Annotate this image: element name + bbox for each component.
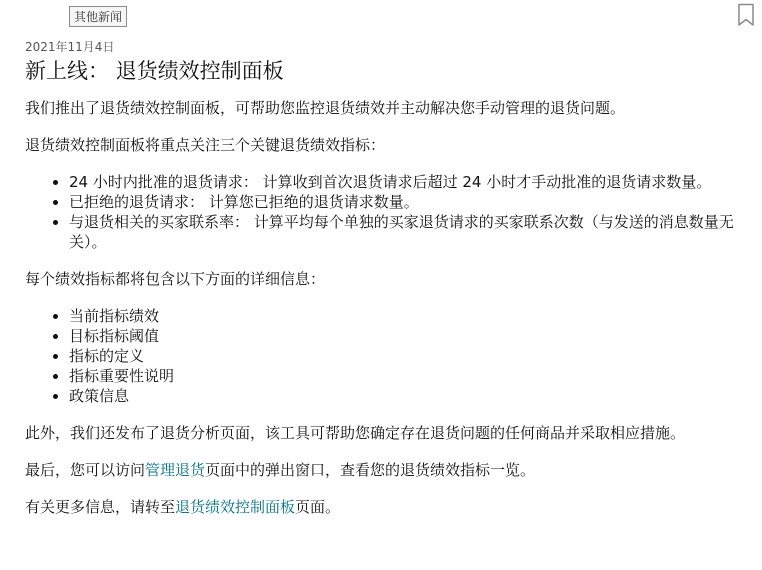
list-item: • 政策信息 [69,386,753,406]
more-info-paragraph [25,497,753,517]
details-list [25,306,753,406]
list-item: • 已拒绝的退货请求： 计算您已拒绝的退货请求数量。 [69,192,753,212]
list-item: • 目标指标阈值 [69,326,753,346]
analysis-paragraph: 此外，我们还发布了退货分析页面，该工具可帮助您确定存在退货问题的任何商品并采取相应措施。 [25,424,686,442]
article-body [25,98,753,534]
list-item: • 24 小时内批准的退货请求： 计算收到首次退货请求后超过 24 小时才手动批准的退货请求数量。 [69,172,753,192]
key-metrics-list [25,172,753,252]
list-item: • 指标重要性说明 [69,366,753,386]
more-info-prefix: 有关更多信息，请转至 [25,498,176,516]
manage-returns-paragraph [25,460,753,480]
list-item: • 指标的定义 [69,346,753,366]
focus-intro-paragraph: 退货绩效控制面板将重点关注三个关键退货绩效指标： [25,136,386,154]
list-item: • 当前指标绩效 [69,306,753,326]
bookmark-button[interactable] [737,3,755,27]
manage-returns-prefix: 最后，您可以访问 [25,461,146,479]
publish-date: 2021年11月4日 [25,40,115,54]
manage-returns-link[interactable]: 管理退货 [145,461,206,479]
bookmark-icon [737,3,755,27]
category-tag: 其他新闻 [69,6,127,27]
list-item: • 与退货相关的买家联系率： 计算平均每个单独的买家退货请求的买家联系次数（与发送的消息数量无关）。 [69,212,753,252]
page-title: 新上线： 退货绩效控制面板 [25,59,284,83]
more-info-suffix: 页面。 [295,498,341,516]
dashboard-link[interactable]: 退货绩效控制面板 [175,498,296,516]
manage-returns-suffix: 页面中的弹出窗口，查看您的退货绩效指标一览。 [205,461,536,479]
intro-paragraph: 我们推出了退货绩效控制面板，可帮助您监控退货绩效并主动解决您手动管理的退货问题。 [25,99,626,117]
details-intro-paragraph: 每个绩效指标都将包含以下方面的详细信息： [25,270,326,288]
